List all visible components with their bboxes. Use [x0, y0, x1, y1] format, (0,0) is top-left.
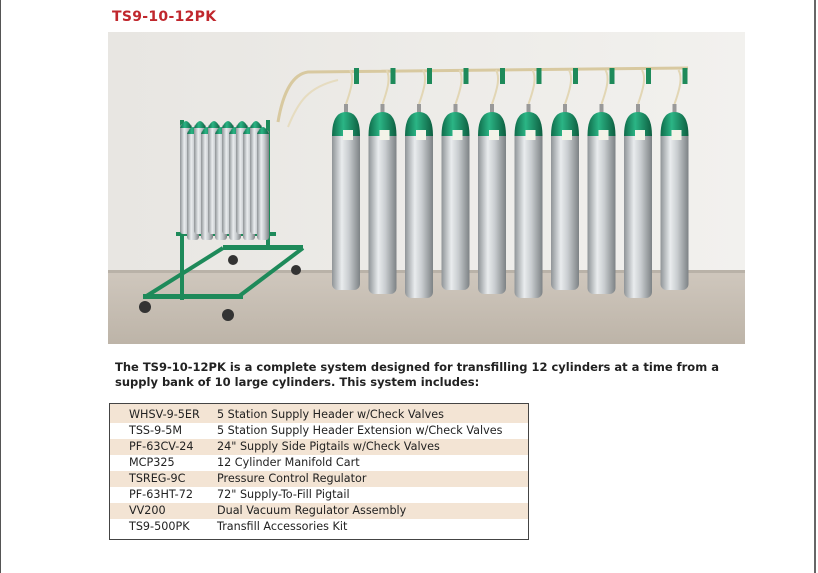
supply-cylinder: [478, 104, 506, 294]
part-description: 12 Cylinder Manifold Cart: [217, 456, 360, 469]
part-number: MCP325: [129, 456, 175, 469]
part-description: 72" Supply-To-Fill Pigtail: [217, 488, 350, 501]
supply-cylinder: [515, 104, 543, 298]
table-row: [110, 471, 529, 487]
page-title: TS9-10-12PK: [112, 9, 217, 25]
part-description: 24" Supply Side Pigtails w/Check Valves: [217, 439, 529, 455]
part-description: Transfill Accessories Kit: [217, 520, 348, 533]
part-description: Dual Vacuum Regulator Assembly: [217, 503, 529, 519]
part-description: 5 Station Supply Header Extension w/Check Valves: [217, 424, 503, 437]
table-row: [110, 487, 529, 503]
part-number: TS9-500PK: [129, 520, 190, 533]
table-row: [110, 423, 529, 439]
table-row: [110, 439, 529, 455]
part-number: TSS-9-5M: [129, 424, 182, 437]
table-row: [110, 519, 529, 540]
part-number: PF-63CV-24: [110, 439, 218, 455]
fill-cylinder: [257, 127, 269, 240]
part-number: PF-63HT-72: [129, 488, 193, 501]
page-border-right: [814, 0, 816, 573]
table-row: [110, 404, 529, 424]
product-photo: [108, 32, 745, 344]
part-number: TSREG-9C: [110, 471, 218, 487]
table-row: [110, 503, 529, 519]
supply-cylinder: [661, 104, 689, 290]
supply-cylinder: [624, 104, 652, 298]
part-number: VV200: [110, 503, 218, 519]
table-row: [110, 455, 529, 471]
parts-table: [109, 403, 529, 540]
supply-cylinder: [405, 104, 433, 298]
supply-cylinder: [588, 104, 616, 294]
system-description: The TS9-10-12PK is a complete system designed for transfilling 12 cylinders at a time from a supply bank of 10 large cylinders. This system includes:: [115, 360, 719, 389]
supply-cylinder: [442, 104, 470, 290]
supply-cylinder: [369, 104, 397, 294]
part-description: 5 Station Supply Header w/Check Valves: [217, 404, 529, 424]
page-border-left: [0, 0, 1, 573]
part-description: Pressure Control Regulator: [217, 471, 529, 487]
part-number: WHSV-9-5ER: [110, 404, 218, 424]
supply-cylinder: [332, 104, 360, 290]
supply-cylinder: [551, 104, 579, 290]
